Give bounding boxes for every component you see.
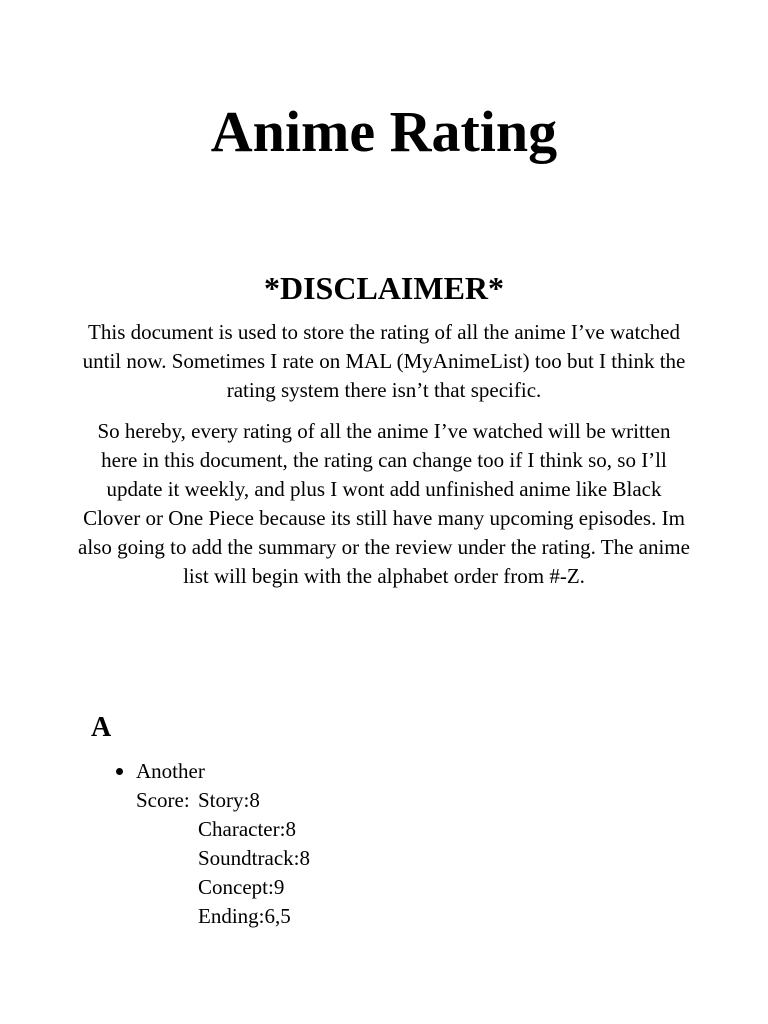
score-label: Score:: [136, 788, 190, 812]
document-title: Anime Rating: [210, 99, 558, 164]
score-story: Story:8: [198, 788, 260, 812]
disclaimer-paragraph-1: This document is used to store the rating of all the anime I’ve watched until now. Sometimes I rate on MAL (MyAnimeList) too but I think the rating system there isn’t that specific.: [82, 320, 686, 402]
anime-entry: [116, 757, 310, 931]
score-ending: Ending:6,5: [198, 904, 291, 928]
anime-list: [116, 757, 310, 931]
anime-name: Another: [136, 759, 205, 783]
score-concept: Concept:9: [198, 875, 285, 899]
score-soundtrack: Soundtrack:8: [198, 846, 310, 870]
section-heading-a: A: [91, 712, 112, 743]
bullet-icon: [116, 768, 123, 775]
disclaimer-heading: *DISCLAIMER*: [263, 270, 505, 306]
score-row-story: [136, 786, 310, 815]
disclaimer-paragraph-2: So hereby, every rating of all the anime I’ve watched will be written here in this document, the rating can change too if I think so, so I’ll update it weekly, and plus I wont add unfinished anime like Black Clover or One Piece because its still have many upcoming episodes. Im also going to add the summary or the review under the rating. The anime list will begin with the alphabet order from #-Z.: [78, 419, 690, 588]
score-character: Character:8: [198, 817, 296, 841]
